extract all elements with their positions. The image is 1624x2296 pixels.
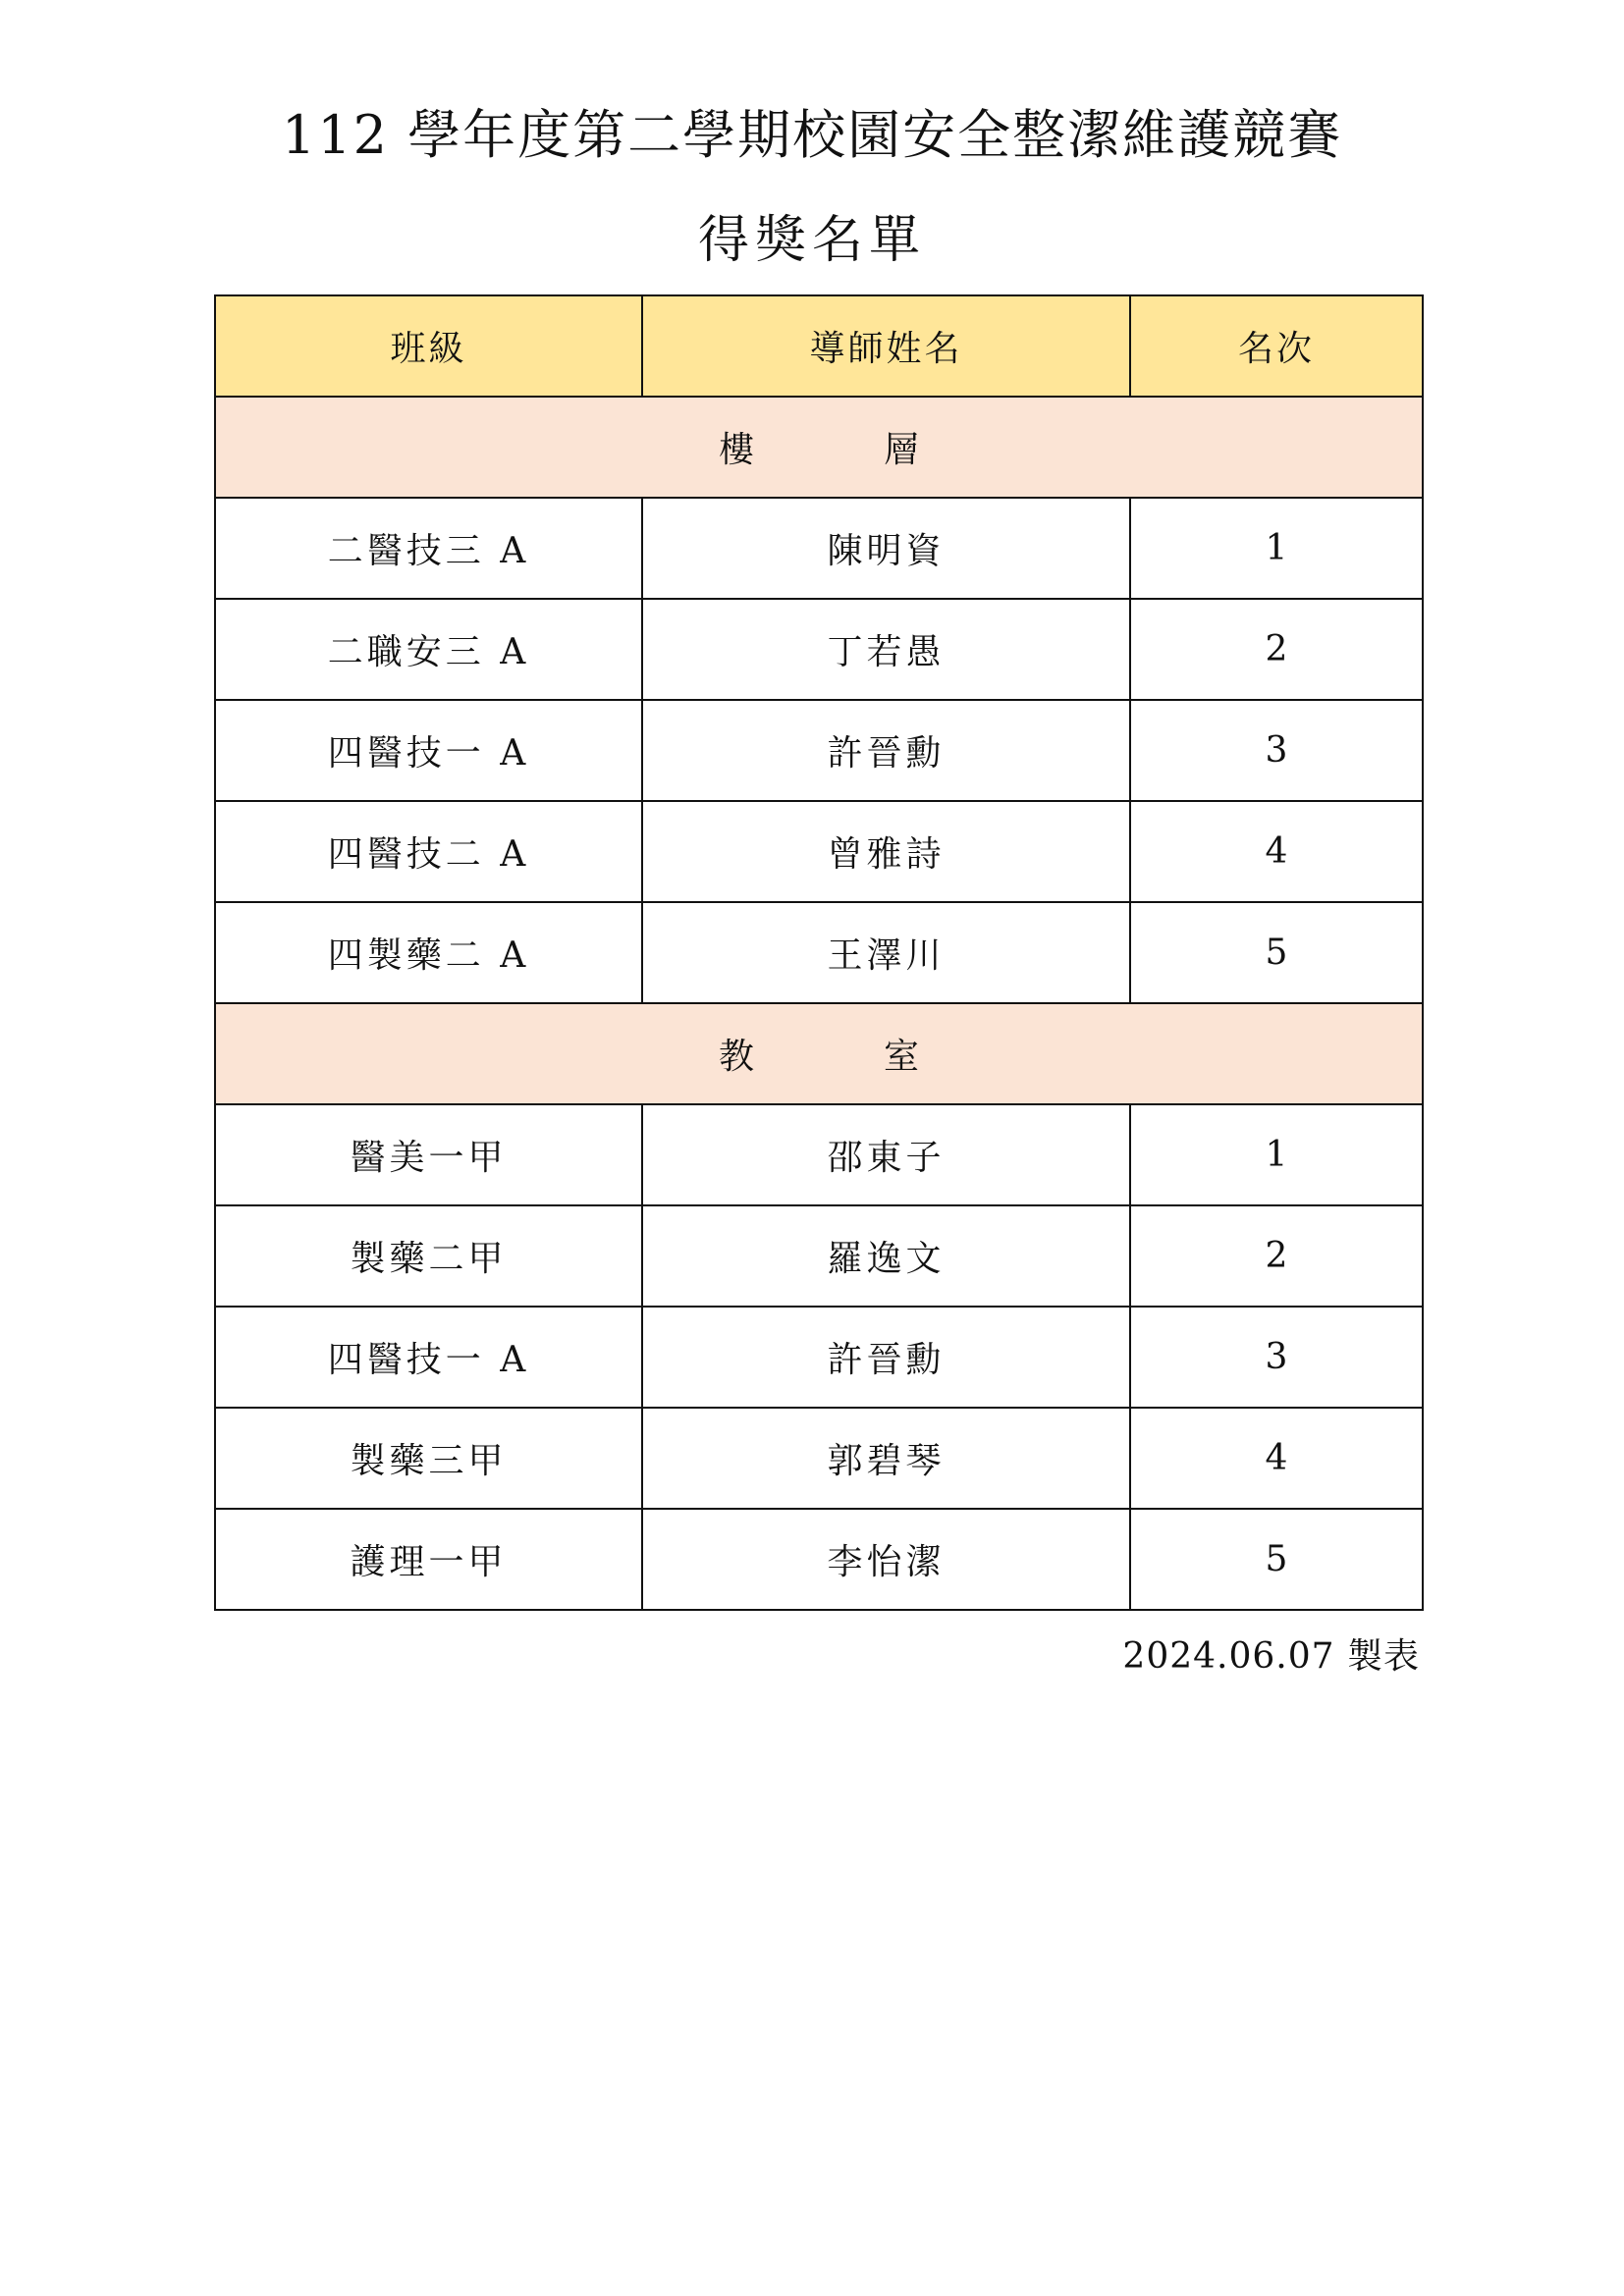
rank-cell: 5 <box>1130 902 1423 1003</box>
class-cell: 四製藥二 A <box>215 902 642 1003</box>
rank-cell: 4 <box>1130 801 1423 902</box>
class-cell: 二職安三 A <box>215 599 642 700</box>
class-cell: 四醫技一 A <box>215 700 642 801</box>
teacher-cell: 王澤川 <box>642 902 1130 1003</box>
document-title: 112 學年度第二學期校園安全整潔維護競賽 <box>281 104 1343 166</box>
footer-date: 2024.06.07 製表 <box>1122 1636 1420 1677</box>
class-cell: 護理一甲 <box>215 1509 642 1610</box>
header-class: 班級 <box>215 295 642 397</box>
table-row <box>215 700 1423 801</box>
award-table-body <box>215 397 1423 1610</box>
rank-cell: 4 <box>1130 1408 1423 1509</box>
teacher-cell: 羅逸文 <box>642 1205 1130 1307</box>
table-row <box>215 1307 1423 1408</box>
header-teacher: 導師姓名 <box>642 295 1130 397</box>
section-row-floor <box>215 397 1423 498</box>
rank-cell: 3 <box>1130 1307 1423 1408</box>
teacher-cell: 陳明資 <box>642 498 1130 599</box>
class-cell: 製藥二甲 <box>215 1205 642 1307</box>
teacher-cell: 李怡潔 <box>642 1509 1130 1610</box>
table-row <box>215 498 1423 599</box>
class-cell: 醫美一甲 <box>215 1104 642 1205</box>
class-cell: 製藥三甲 <box>215 1408 642 1509</box>
rank-cell: 2 <box>1130 1205 1423 1307</box>
teacher-cell: 許晉勳 <box>642 1307 1130 1408</box>
teacher-cell: 曾雅詩 <box>642 801 1130 902</box>
table-row <box>215 599 1423 700</box>
award-table <box>214 294 1424 1611</box>
teacher-cell: 邵東子 <box>642 1104 1130 1205</box>
header-row <box>215 295 1423 397</box>
table-row <box>215 902 1423 1003</box>
rank-cell: 5 <box>1130 1509 1423 1610</box>
rank-cell: 2 <box>1130 599 1423 700</box>
header-rank: 名次 <box>1130 295 1423 397</box>
table-row <box>215 1205 1423 1307</box>
class-cell: 四醫技二 A <box>215 801 642 902</box>
teacher-cell: 許晉勳 <box>642 700 1130 801</box>
rank-cell: 1 <box>1130 498 1423 599</box>
class-cell: 二醫技三 A <box>215 498 642 599</box>
table-row <box>215 801 1423 902</box>
teacher-cell: 郭碧琴 <box>642 1408 1130 1509</box>
section-label: 教 室 <box>215 1003 1423 1104</box>
rank-cell: 1 <box>1130 1104 1423 1205</box>
award-table-header <box>215 295 1423 397</box>
document-subtitle: 得獎名單 <box>697 211 926 270</box>
teacher-cell: 丁若愚 <box>642 599 1130 700</box>
table-row <box>215 1408 1423 1509</box>
table-row <box>215 1509 1423 1610</box>
rank-cell: 3 <box>1130 700 1423 801</box>
table-row <box>215 1104 1423 1205</box>
class-cell: 四醫技一 A <box>215 1307 642 1408</box>
section-label: 樓 層 <box>215 397 1423 498</box>
section-row-classroom <box>215 1003 1423 1104</box>
